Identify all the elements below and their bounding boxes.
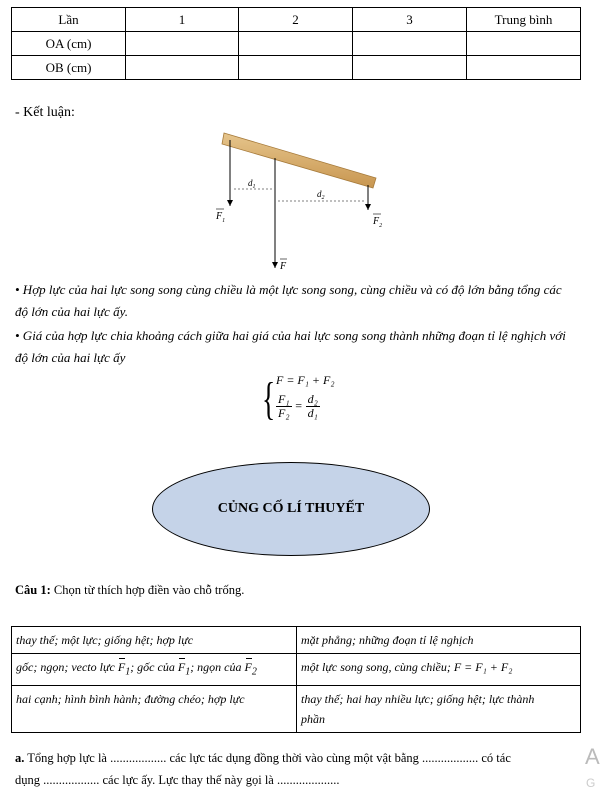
header-cell: 1	[126, 8, 239, 32]
edge-fragment-a: A	[585, 744, 600, 769]
row-label: OA (cm)	[12, 32, 126, 56]
question-label: Câu 1:	[15, 583, 51, 597]
table-cell	[353, 56, 467, 80]
fraction-distance: $\frac{\text{d₂}}{\text{d₁}}$	[307, 392, 318, 420]
table-header-row	[12, 8, 581, 32]
header-cell: 3	[353, 8, 467, 32]
choice-cell: thay thế; một lực; giống hệt; hợp lực	[12, 627, 297, 654]
header-cell: 2	[239, 8, 353, 32]
table-cell	[353, 32, 467, 56]
row-label: OB (cm)	[12, 56, 126, 80]
section-title-oval	[152, 462, 430, 556]
part-a-label: a.	[15, 751, 25, 765]
choices-table	[11, 626, 581, 733]
measurement-table	[11, 7, 581, 80]
rod	[222, 133, 376, 188]
force-diagram	[200, 128, 390, 278]
bullet-resultant-position: • Giá của hợp lực chia khoảng cách giữa hai giá của hai lực song song thành những đoạn tỉ lệ nghịch với độ lớn của hai lực ấy	[15, 328, 566, 365]
part-a-text: a. Tổng hợp lực là .................. các lực tác dụng đồng thời vào cùng một vật bằng .................. có tác dụng .................. các lực ấy. Lực thay thế này gọi là ....................	[15, 751, 511, 787]
edge-fragment-g: G	[586, 776, 596, 790]
choice-cell: gốc; ngọn; vecto lực $F_1$; gốc của $F_1$; ngọn của $F_2$	[12, 654, 297, 686]
choice-cell: thay thế; hai hay nhiều lực; giống hệt; lực thành phần	[297, 686, 581, 733]
formula-line-2: $\frac{\text{F₁}}{\text{F₂}}$ = $\frac{\text{d₂}}{\text{d₁}}$	[278, 392, 318, 420]
choice-cell: mặt phẳng; những đoạn tỉ lệ nghịch	[297, 627, 581, 654]
table-cell	[126, 56, 239, 80]
question-text: Chọn từ thích hợp điền vào chỗ trống.	[50, 583, 245, 597]
question-1	[15, 579, 244, 601]
table-row	[12, 627, 581, 654]
table-cell	[239, 32, 353, 56]
table-row	[12, 56, 581, 80]
table-cell	[467, 32, 581, 56]
choice-cell: hai cạnh; hình bình hành; đường chéo; hợp lực	[12, 686, 297, 733]
f-label: F	[280, 261, 287, 272]
table-cell	[239, 56, 353, 80]
d1-label: $d_1$	[248, 178, 256, 190]
table-cell	[467, 56, 581, 80]
fraction-force: $\frac{\text{F₁}}{\text{F₂}}$	[278, 392, 290, 420]
header-cell: Trung bình	[467, 8, 581, 32]
table-row	[12, 32, 581, 56]
f1-label: $F_1$	[216, 211, 226, 224]
conclusion-label: - Kết luận:	[15, 105, 75, 120]
brace-symbol: {	[262, 373, 276, 424]
choice-cell: một lực song song, cùng chiều; F = F₁ + F₂	[297, 654, 581, 686]
formula-system	[262, 371, 335, 424]
d2-label: $d_2$	[317, 189, 325, 201]
f2-label: $F_2$	[373, 216, 383, 229]
table-row	[12, 654, 581, 686]
section-title: CỦNG CỐ LÍ THUYẾT	[217, 501, 365, 516]
header-cell: Lần	[12, 8, 126, 32]
table-row	[12, 686, 581, 733]
bullet-resultant-magnitude: • Hợp lực của hai lực song song cùng chiều là một lực song song, cùng chiều và có độ lớn bằng tổng các độ lớn của hai lực ấy.	[15, 282, 562, 319]
table-cell	[126, 32, 239, 56]
formula-line-1: F = F₁ + F₂	[276, 373, 335, 387]
